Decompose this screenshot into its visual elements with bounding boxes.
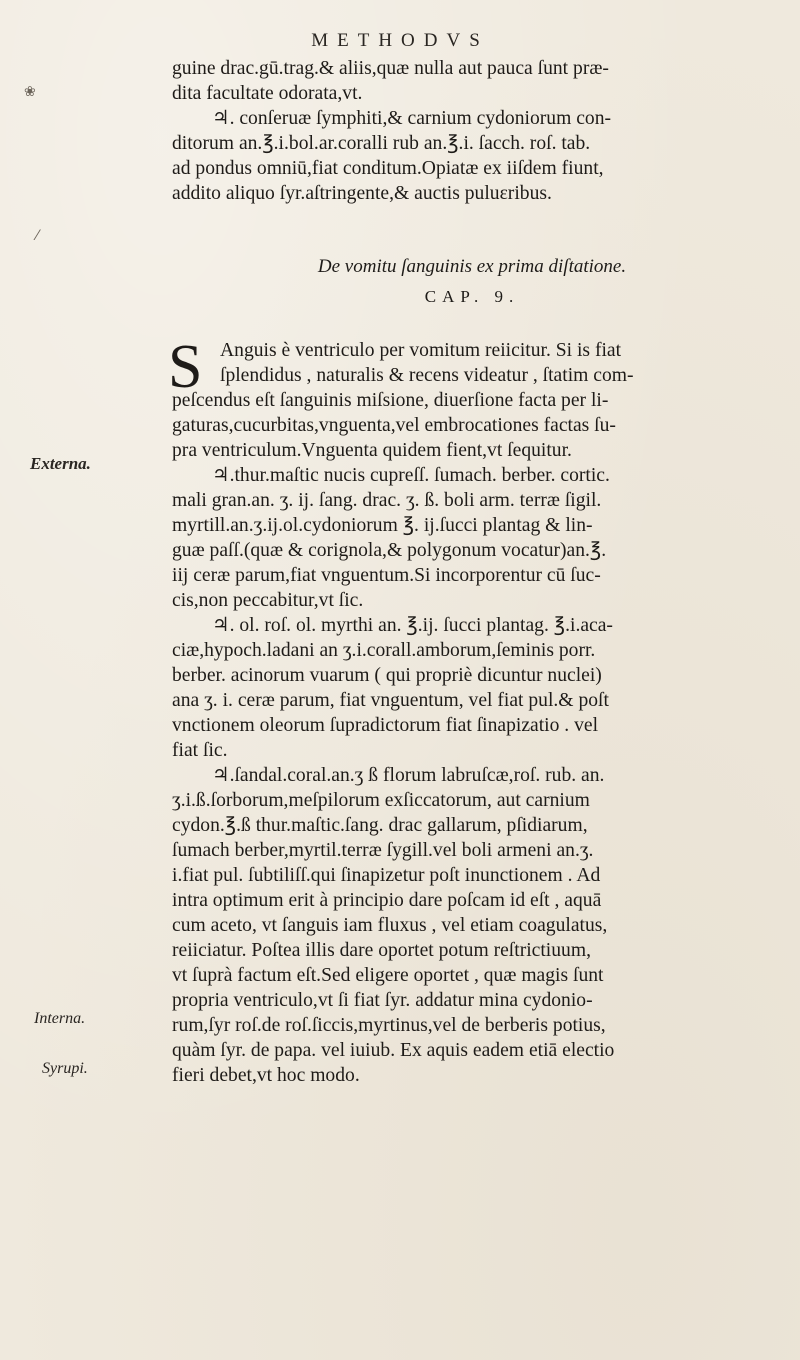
text-line: mali gran.an. ʒ. ij. ſang. drac. ʒ. ß. boli arm. terræ ſigil. — [172, 490, 602, 511]
text-line: guæ paſſ.(quæ & corignola,& polygonum vocatur)an.℥. — [172, 540, 607, 561]
text-line: iij ceræ parum,fiat vnguentum.Si incorporentur cū ſuc- — [172, 565, 601, 586]
margin-note-syrupi: Syrupi. — [42, 1060, 88, 1077]
text-line: cum aceto, vt ſanguis iam fluxus , vel etiam coagulatus, — [172, 915, 608, 936]
text-line: ʒ.i.ß.ſorborum,meſpilorum exſiccatorum, aut carnium — [172, 790, 590, 811]
text-line: ♃. ol. roſ. ol. myrthi an. ℥.ij. ſucci plantag. ℥.i.aca- — [212, 615, 613, 636]
text-line: ditorum an.℥.i.bol.ar.coralli rub an.℥.i. ſacch. roſ. tab. — [172, 133, 591, 154]
text-line: Anguis è ventriculo per vomitum reiicitur. Si is fiat — [220, 340, 622, 361]
text-line: rum,ſyr roſ.de roſ.ſiccis,myrtinus,vel de berberis potius, — [172, 1015, 606, 1036]
drop-cap: S — [168, 333, 203, 401]
text-line: ciæ,hypoch.ladani an ʒ.i.corall.amborum,ſeminis porr. — [172, 640, 596, 661]
text-line: ſplendidus , naturalis & recens videatur , ſtatim com- — [220, 365, 634, 386]
margin-note-externa: Externa. — [30, 454, 91, 473]
text-line: ana ʒ. i. ceræ parum, fiat vnguentum, vel fiat pul.& poſt — [172, 690, 609, 711]
text-line: peſcendus eſt ſanguinis miſsione, diuerſione facta per li- — [172, 390, 609, 411]
margin-stain-mark: ❀ — [24, 84, 36, 100]
text-line: pra ventriculum.Vnguenta quidem fient,vt ſequitur. — [172, 440, 572, 461]
text-line: dita facultate odorata,vt. — [172, 83, 363, 104]
text-line: intra optimum erit à principio dare poſcam id eſt , aquā — [172, 890, 602, 911]
text-line: fieri debet,vt hoc modo. — [172, 1065, 360, 1086]
chapter-body — [172, 338, 772, 1088]
margin-note-interna: Interna. — [34, 1010, 86, 1027]
text-line: gaturas,cucurbitas,vnguenta,vel embrocationes factas ſu- — [172, 415, 616, 436]
running-head: METHODVS — [311, 30, 489, 51]
text-line: ♃.thur.maſtic nucis cupreſſ. ſumach. berber. cortic. — [212, 465, 610, 486]
text-line: cis,non peccabitur,vt ſic. — [172, 590, 364, 611]
chapter-title: De vomitu ſanguinis ex prima diſtatione. — [317, 256, 627, 277]
text-line: fiat ſic. — [172, 740, 228, 761]
text-line: ♃. conſeruæ ſymphiti,& carnium cydoniorum con- — [212, 108, 612, 129]
text-line: ad pondus omniū,fiat conditum.Opiatæ ex iiſdem fiunt, — [172, 158, 604, 179]
text-line: addito aliquo ſyr.aſtringente,& auctis puluεribus. — [172, 183, 552, 204]
text-line: propria ventriculo,vt ſi fiat ſyr. addatur mina cydonio- — [172, 990, 593, 1011]
text-line: cydon.℥.ß thur.maſtic.ſang. drac gallarum, pſidiarum, — [172, 815, 588, 836]
text-line: vt ſuprà factum eſt.Sed eligere oportet , quæ magis ſunt — [172, 965, 604, 986]
text-line: myrtill.an.ʒ.ij.ol.cydoniorum ℥. ij.ſucci plantag & lin- — [172, 515, 593, 536]
text-line: i.fiat pul. ſubtiliſſ.qui ſinapizetur poſt inunctionem . Ad — [172, 865, 601, 886]
text-line: guine drac.gū.trag.& aliis,quæ nulla aut pauca ſunt præ- — [172, 58, 609, 79]
margin-pen-stroke: ⁄ — [36, 228, 39, 244]
text-line: ♃.ſandal.coral.an.ʒ ß florum labruſcæ,roſ. rub. an. — [212, 765, 605, 786]
text-line: ſumach berber,myrtil.terræ ſygill.vel boli armeni an.ʒ. — [172, 840, 594, 861]
continued-paragraph — [172, 56, 772, 206]
text-line: reiiciatur. Poſtea illis dare oportet potum reſtrictiuum, — [172, 940, 591, 961]
text-line: vnctionem oleorum ſupradictorum fiat ſinapizatio . vel — [172, 715, 599, 736]
chapter-number: CAP. 9. — [424, 287, 520, 306]
text-line: quàm ſyr. de papa. vel iuiub. Ex aquis eadem etiā electio — [172, 1040, 615, 1061]
text-line: berber. acinorum vuarum ( qui propriè dicuntur nuclei) — [172, 665, 602, 686]
